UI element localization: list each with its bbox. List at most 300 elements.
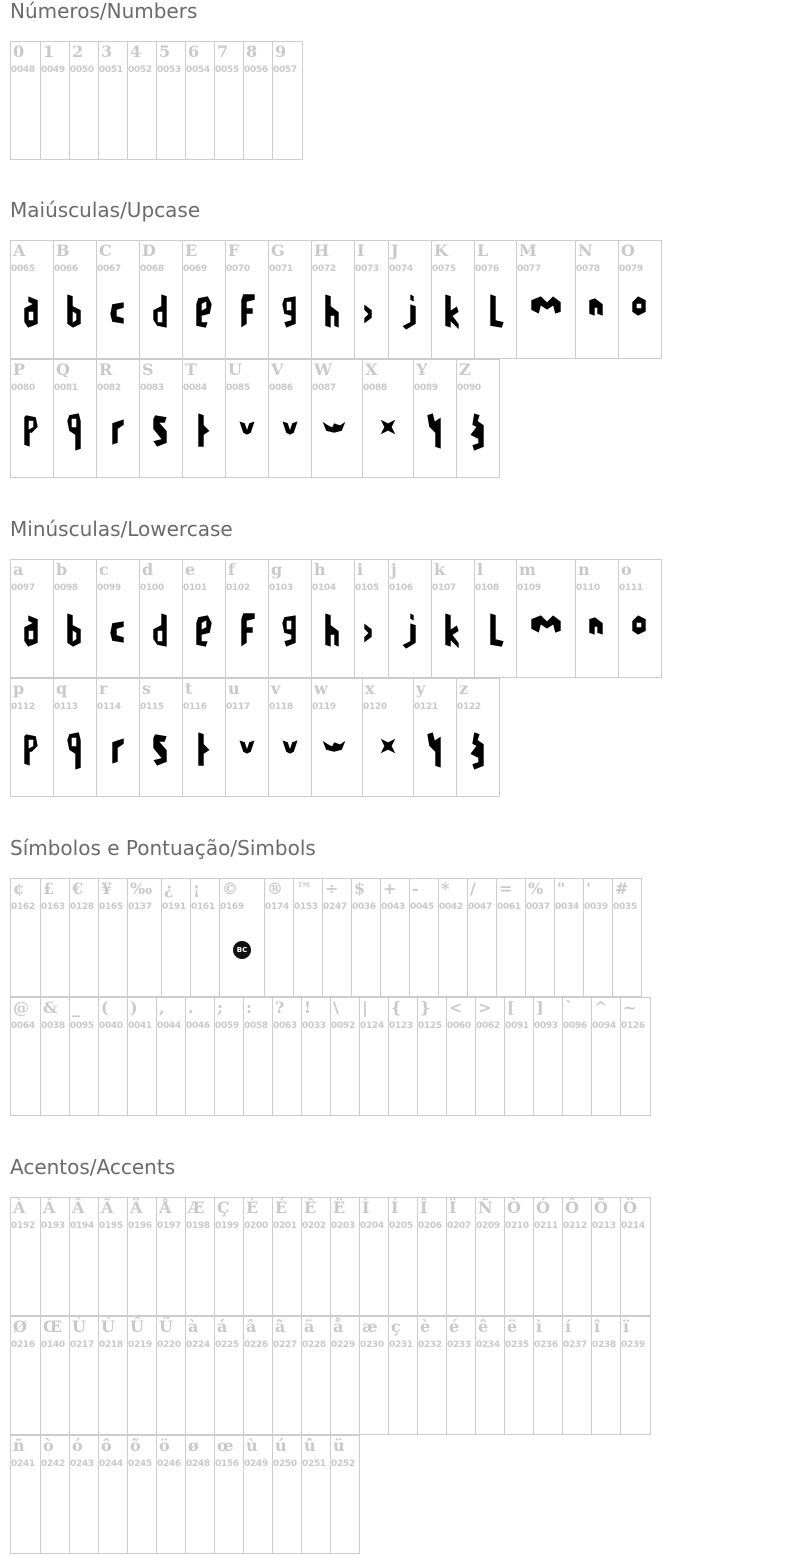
character-label: å bbox=[333, 1317, 344, 1336]
character-label: " bbox=[557, 879, 566, 898]
glyph-cell bbox=[330, 1316, 360, 1435]
character-label: Ô bbox=[565, 1198, 579, 1217]
character-label: I bbox=[357, 241, 365, 260]
glyph-cell bbox=[380, 878, 410, 997]
glyph-cell bbox=[96, 359, 140, 478]
character-label: ? bbox=[275, 998, 285, 1017]
character-code: 0075 bbox=[432, 264, 456, 274]
character-code: 0126 bbox=[621, 1021, 645, 1031]
glyph-cell bbox=[96, 240, 140, 359]
glyph-cell bbox=[388, 240, 432, 359]
character-label: ä bbox=[304, 1317, 315, 1336]
glyph-cell bbox=[516, 559, 576, 678]
character-code: 0117 bbox=[226, 702, 250, 712]
character-label: R bbox=[99, 360, 113, 379]
character-code: 0204 bbox=[360, 1221, 384, 1231]
glyph-d-icon bbox=[152, 293, 170, 333]
character-label: Ú bbox=[101, 1317, 115, 1336]
character-label: V bbox=[271, 360, 284, 379]
character-code: 0119 bbox=[312, 702, 336, 712]
character-label: : bbox=[246, 998, 252, 1017]
character-code: 0121 bbox=[414, 702, 438, 712]
character-label: E bbox=[185, 241, 198, 260]
character-label: ] bbox=[536, 998, 544, 1017]
character-code: 0043 bbox=[381, 902, 405, 912]
character-code: 0249 bbox=[244, 1459, 268, 1469]
character-code: 0120 bbox=[363, 702, 387, 712]
character-code: 0192 bbox=[11, 1221, 35, 1231]
character-label: & bbox=[43, 998, 58, 1017]
character-label: ¡ bbox=[193, 879, 201, 898]
glyph-cell bbox=[516, 240, 576, 359]
character-code: 0095 bbox=[70, 1021, 94, 1031]
glyph-cell bbox=[388, 997, 418, 1116]
character-code: 0247 bbox=[323, 902, 347, 912]
glyph-cell bbox=[474, 240, 517, 359]
glyph-cell bbox=[139, 678, 183, 797]
character-code: 0105 bbox=[355, 583, 379, 593]
character-code: 0082 bbox=[97, 383, 121, 393]
glyph-cell bbox=[446, 997, 476, 1116]
character-code: 0251 bbox=[302, 1459, 326, 1469]
character-code: 0243 bbox=[70, 1459, 94, 1469]
character-code: 0163 bbox=[41, 902, 65, 912]
glyph-z-icon bbox=[469, 412, 487, 452]
character-code: 0226 bbox=[244, 1340, 268, 1350]
character-label: ã bbox=[275, 1317, 286, 1336]
character-label: a bbox=[13, 560, 24, 579]
glyph-cell bbox=[301, 1435, 331, 1554]
character-code: 0059 bbox=[215, 1021, 239, 1031]
glyph-cell bbox=[475, 1316, 505, 1435]
glyph-cell bbox=[190, 878, 220, 997]
character-label: K bbox=[434, 241, 448, 260]
character-code: 0116 bbox=[183, 702, 207, 712]
glyph-cell bbox=[69, 1197, 99, 1316]
glyph-cell bbox=[40, 1316, 70, 1435]
character-label: û bbox=[304, 1436, 316, 1455]
character-code: 0153 bbox=[294, 902, 318, 912]
glyph-u-icon bbox=[238, 731, 256, 771]
character-label: Í bbox=[391, 1198, 399, 1217]
character-code: 0128 bbox=[70, 902, 94, 912]
character-label: B bbox=[56, 241, 70, 260]
character-code: 0051 bbox=[99, 65, 123, 75]
glyph-cell bbox=[53, 359, 97, 478]
glyph-cell bbox=[525, 878, 555, 997]
glyph-cell bbox=[474, 559, 517, 678]
glyph-p-icon bbox=[23, 731, 41, 771]
glyph-cell bbox=[359, 997, 389, 1116]
glyph-cell bbox=[496, 878, 526, 997]
character-label: À bbox=[13, 1198, 26, 1217]
character-label: Y bbox=[416, 360, 428, 379]
glyph-cell bbox=[620, 1316, 651, 1435]
character-label: è bbox=[420, 1317, 431, 1336]
character-label: 8 bbox=[246, 42, 258, 61]
glyph-cell bbox=[446, 1197, 476, 1316]
character-label: ( bbox=[101, 998, 109, 1017]
glyph-x-icon bbox=[379, 731, 397, 771]
character-code: 0227 bbox=[273, 1340, 297, 1350]
character-code: 0193 bbox=[41, 1221, 65, 1231]
glyph-cell bbox=[272, 997, 302, 1116]
character-label: â bbox=[246, 1317, 257, 1336]
character-label: Ñ bbox=[478, 1198, 493, 1217]
character-code: 0250 bbox=[273, 1459, 297, 1469]
character-code: 0217 bbox=[70, 1340, 94, 1350]
character-label: _ bbox=[72, 998, 80, 1017]
character-label: k bbox=[434, 560, 446, 579]
section-title: Minúsculas/Lowercase bbox=[10, 517, 233, 541]
section-title: Símbolos e Pontuação/Simbols bbox=[10, 836, 316, 860]
character-code: 0074 bbox=[389, 264, 413, 274]
glyph-cell bbox=[330, 1435, 360, 1554]
glyph-cell bbox=[182, 678, 226, 797]
character-label: ® bbox=[267, 879, 283, 898]
glyph-cell bbox=[10, 1435, 41, 1554]
glyph-cell bbox=[127, 41, 157, 160]
glyph-cell bbox=[575, 240, 619, 359]
glyph-cell bbox=[96, 559, 140, 678]
character-label: æ bbox=[362, 1317, 378, 1336]
glyph-cell bbox=[98, 41, 128, 160]
character-code: 0039 bbox=[584, 902, 608, 912]
character-label: z bbox=[459, 679, 469, 698]
character-code: 0216 bbox=[11, 1340, 35, 1350]
glyph-cell bbox=[322, 878, 352, 997]
character-label: é bbox=[449, 1317, 460, 1336]
glyph-cell bbox=[10, 878, 41, 997]
glyph-cell bbox=[69, 878, 99, 997]
glyph-cell bbox=[243, 41, 273, 160]
character-code: 0238 bbox=[592, 1340, 616, 1350]
character-label: î bbox=[594, 1317, 601, 1336]
glyph-m-icon bbox=[529, 293, 563, 333]
glyph-x-icon bbox=[379, 412, 397, 452]
glyph-m-icon bbox=[529, 612, 563, 652]
character-label: m bbox=[519, 560, 536, 579]
glyph-cell bbox=[591, 997, 621, 1116]
glyph-l-icon bbox=[487, 293, 505, 333]
glyph-cell bbox=[612, 878, 642, 997]
character-label: ü bbox=[333, 1436, 345, 1455]
character-code: 0122 bbox=[457, 702, 481, 712]
character-code: 0118 bbox=[269, 702, 293, 712]
character-code: 0140 bbox=[41, 1340, 65, 1350]
character-code: 0225 bbox=[215, 1340, 239, 1350]
character-code: 0070 bbox=[226, 264, 250, 274]
glyph-s-icon bbox=[152, 731, 170, 771]
character-label: @ bbox=[13, 998, 29, 1017]
character-code: 0089 bbox=[414, 383, 438, 393]
character-label: Û bbox=[130, 1317, 144, 1336]
glyph-cell bbox=[182, 359, 226, 478]
character-label: i bbox=[357, 560, 364, 579]
character-label: Ü bbox=[159, 1317, 173, 1336]
glyph-cell bbox=[351, 878, 381, 997]
character-label: ø bbox=[188, 1436, 199, 1455]
character-label: ñ bbox=[13, 1436, 25, 1455]
character-code: 0197 bbox=[157, 1221, 181, 1231]
glyph-l-icon bbox=[487, 612, 505, 652]
glyph-cell bbox=[96, 678, 140, 797]
character-code: 0035 bbox=[613, 902, 637, 912]
glyph-cell bbox=[243, 1197, 273, 1316]
glyph-cell bbox=[40, 1197, 70, 1316]
character-label: w bbox=[314, 679, 328, 698]
character-label: | bbox=[362, 998, 368, 1017]
glyph-cell bbox=[268, 359, 312, 478]
glyph-cell bbox=[362, 359, 414, 478]
glyph-a-icon bbox=[23, 293, 41, 333]
character-label: Ã bbox=[101, 1198, 114, 1217]
character-code: 0199 bbox=[215, 1221, 239, 1231]
character-label: O bbox=[621, 241, 635, 260]
glyph-v-icon bbox=[281, 412, 299, 452]
glyph-cell bbox=[417, 1197, 447, 1316]
glyph-cell bbox=[618, 559, 662, 678]
character-code: 0236 bbox=[534, 1340, 558, 1350]
glyph-cell bbox=[562, 1197, 592, 1316]
glyph-cell bbox=[98, 1197, 128, 1316]
glyph-cell bbox=[456, 678, 500, 797]
glyph-cell bbox=[272, 41, 303, 160]
character-label: Ø bbox=[13, 1317, 27, 1336]
character-label: D bbox=[142, 241, 156, 260]
character-code: 0110 bbox=[576, 583, 600, 593]
glyph-cell bbox=[293, 878, 323, 997]
character-label: õ bbox=[130, 1436, 141, 1455]
character-code: 0114 bbox=[97, 702, 121, 712]
glyph-cell bbox=[301, 1316, 331, 1435]
character-label: 6 bbox=[188, 42, 200, 61]
character-code: 0111 bbox=[619, 583, 643, 593]
character-label: < bbox=[449, 998, 463, 1017]
glyph-cell bbox=[98, 878, 128, 997]
character-label: ì bbox=[536, 1317, 543, 1336]
character-label: à bbox=[188, 1317, 199, 1336]
character-code: 0064 bbox=[11, 1021, 35, 1031]
character-label: ' bbox=[586, 879, 591, 898]
glyph-cell bbox=[562, 997, 592, 1116]
glyph-cell bbox=[127, 1316, 157, 1435]
character-label: 7 bbox=[217, 42, 229, 61]
character-label: È bbox=[246, 1198, 259, 1217]
glyph-cell bbox=[127, 878, 162, 997]
glyph-cell bbox=[388, 559, 432, 678]
character-label: ¥ bbox=[101, 879, 113, 898]
glyph-s-icon bbox=[152, 412, 170, 452]
character-code: 0078 bbox=[576, 264, 600, 274]
glyph-cell bbox=[504, 1197, 534, 1316]
glyph-cell bbox=[591, 1316, 621, 1435]
glyph-h-icon bbox=[324, 612, 342, 652]
glyph-cell bbox=[10, 41, 41, 160]
glyph-cell bbox=[53, 678, 97, 797]
character-label: £ bbox=[43, 879, 55, 898]
character-label: í bbox=[565, 1317, 572, 1336]
glyph-cell bbox=[10, 1316, 41, 1435]
character-code: 0239 bbox=[621, 1340, 645, 1350]
glyph-cell bbox=[219, 878, 265, 997]
glyph-cell bbox=[446, 1316, 476, 1435]
glyph-cell bbox=[214, 1316, 244, 1435]
character-code: 0174 bbox=[265, 902, 289, 912]
character-label: ï bbox=[623, 1317, 630, 1336]
glyph-cell bbox=[182, 559, 226, 678]
glyph-w-icon bbox=[320, 731, 354, 771]
glyph-cell bbox=[330, 997, 360, 1116]
character-label: $ bbox=[354, 879, 366, 898]
glyph-h-icon bbox=[324, 293, 342, 333]
character-label: J bbox=[391, 241, 399, 260]
character-label: b bbox=[56, 560, 68, 579]
character-label: ‰ bbox=[130, 879, 153, 898]
glyph-g-icon bbox=[281, 293, 299, 333]
character-label: 3 bbox=[101, 42, 113, 61]
character-code: 0041 bbox=[128, 1021, 152, 1031]
character-label: Ì bbox=[362, 1198, 370, 1217]
glyph-cell bbox=[156, 1435, 186, 1554]
glyph-u-icon bbox=[238, 412, 256, 452]
section-title: Maiúsculas/Upcase bbox=[10, 198, 201, 222]
character-code: 0057 bbox=[273, 65, 297, 75]
glyph-cell bbox=[225, 240, 269, 359]
character-label: v bbox=[271, 679, 281, 698]
glyph-o-icon bbox=[631, 612, 649, 652]
character-label: o bbox=[621, 560, 632, 579]
character-label: L bbox=[477, 241, 489, 260]
character-code: 0073 bbox=[355, 264, 379, 274]
glyph-cell bbox=[554, 878, 584, 997]
character-label: n bbox=[578, 560, 590, 579]
character-code: 0219 bbox=[128, 1340, 152, 1350]
glyph-cell bbox=[139, 240, 183, 359]
character-code: 0211 bbox=[534, 1221, 558, 1231]
glyph-cell bbox=[156, 997, 186, 1116]
glyph-f-icon bbox=[238, 293, 256, 333]
character-label: ò bbox=[43, 1436, 54, 1455]
character-label: * bbox=[441, 879, 450, 898]
character-label: + bbox=[383, 879, 397, 898]
character-code: 0033 bbox=[302, 1021, 326, 1031]
character-code: 0049 bbox=[41, 65, 65, 75]
glyph-cell bbox=[467, 878, 497, 997]
glyph-cell bbox=[409, 878, 439, 997]
glyph-cell bbox=[301, 1197, 331, 1316]
glyph-y-icon bbox=[426, 412, 444, 452]
character-code: 0220 bbox=[157, 1340, 181, 1350]
character-label: 0 bbox=[13, 42, 25, 61]
character-code: 0200 bbox=[244, 1221, 268, 1231]
character-code: 0232 bbox=[418, 1340, 442, 1350]
glyph-cell bbox=[264, 878, 294, 997]
glyph-cell bbox=[185, 41, 215, 160]
character-code: 0077 bbox=[517, 264, 541, 274]
character-code: 0229 bbox=[331, 1340, 355, 1350]
glyph-cell bbox=[620, 1197, 651, 1316]
glyph-cell bbox=[272, 1197, 302, 1316]
glyph-cell bbox=[53, 559, 97, 678]
glyph-cell bbox=[311, 240, 355, 359]
character-code: 0202 bbox=[302, 1221, 326, 1231]
glyph-f-icon bbox=[238, 612, 256, 652]
glyph-cell bbox=[268, 678, 312, 797]
character-code: 0244 bbox=[99, 1459, 123, 1469]
glyph-cell bbox=[268, 240, 312, 359]
character-code: 0086 bbox=[269, 383, 293, 393]
character-label: d bbox=[142, 560, 154, 579]
glyph-r-icon bbox=[109, 731, 127, 771]
glyph-q-icon bbox=[66, 412, 84, 452]
glyph-cell bbox=[268, 559, 312, 678]
glyph-cell bbox=[69, 997, 99, 1116]
character-code: 0063 bbox=[273, 1021, 297, 1031]
glyph-cell bbox=[591, 1197, 621, 1316]
character-label: f bbox=[228, 560, 235, 579]
character-code: 0047 bbox=[468, 902, 492, 912]
character-label: Ê bbox=[304, 1198, 317, 1217]
character-label: ! bbox=[304, 998, 312, 1017]
character-code: 0201 bbox=[273, 1221, 297, 1231]
character-label: ÷ bbox=[325, 879, 339, 898]
character-label: É bbox=[275, 1198, 288, 1217]
glyph-y-icon bbox=[426, 731, 444, 771]
character-code: 0123 bbox=[389, 1021, 413, 1031]
character-code: 0081 bbox=[54, 383, 78, 393]
character-label: ™ bbox=[296, 879, 312, 898]
glyph-n-icon bbox=[588, 612, 606, 652]
character-code: 0085 bbox=[226, 383, 250, 393]
glyph-cell bbox=[10, 997, 41, 1116]
character-label: q bbox=[56, 679, 68, 698]
character-code: 0084 bbox=[183, 383, 207, 393]
glyph-cell bbox=[69, 41, 99, 160]
character-code: 0108 bbox=[475, 583, 499, 593]
character-code: 0104 bbox=[312, 583, 336, 593]
character-label: 1 bbox=[43, 42, 55, 61]
character-code: 0093 bbox=[534, 1021, 558, 1031]
character-code: 0087 bbox=[312, 383, 336, 393]
character-label: ç bbox=[391, 1317, 401, 1336]
character-label: F bbox=[228, 241, 240, 260]
glyph-cell bbox=[10, 359, 54, 478]
glyph-cell bbox=[98, 1435, 128, 1554]
character-code: 0091 bbox=[505, 1021, 529, 1031]
glyph-cell bbox=[10, 559, 54, 678]
character-label: ö bbox=[159, 1436, 170, 1455]
character-code: 0214 bbox=[621, 1221, 645, 1231]
section-title: Números/Numbers bbox=[10, 0, 198, 23]
character-label: - bbox=[412, 879, 419, 898]
character-code: 0101 bbox=[183, 583, 207, 593]
glyph-cell bbox=[156, 1316, 186, 1435]
glyph-cell bbox=[311, 559, 355, 678]
glyph-cell bbox=[533, 1197, 563, 1316]
character-label: Ï bbox=[449, 1198, 457, 1217]
glyph-cell bbox=[69, 1435, 99, 1554]
character-code: 0040 bbox=[99, 1021, 123, 1031]
character-label: l bbox=[477, 560, 484, 579]
character-label: t bbox=[185, 679, 193, 698]
glyph-cell bbox=[139, 559, 183, 678]
character-label: œ bbox=[217, 1436, 234, 1455]
character-label: , bbox=[159, 998, 165, 1017]
glyph-cell bbox=[69, 1316, 99, 1435]
character-code: 0097 bbox=[11, 583, 35, 593]
glyph-d-icon bbox=[152, 612, 170, 652]
